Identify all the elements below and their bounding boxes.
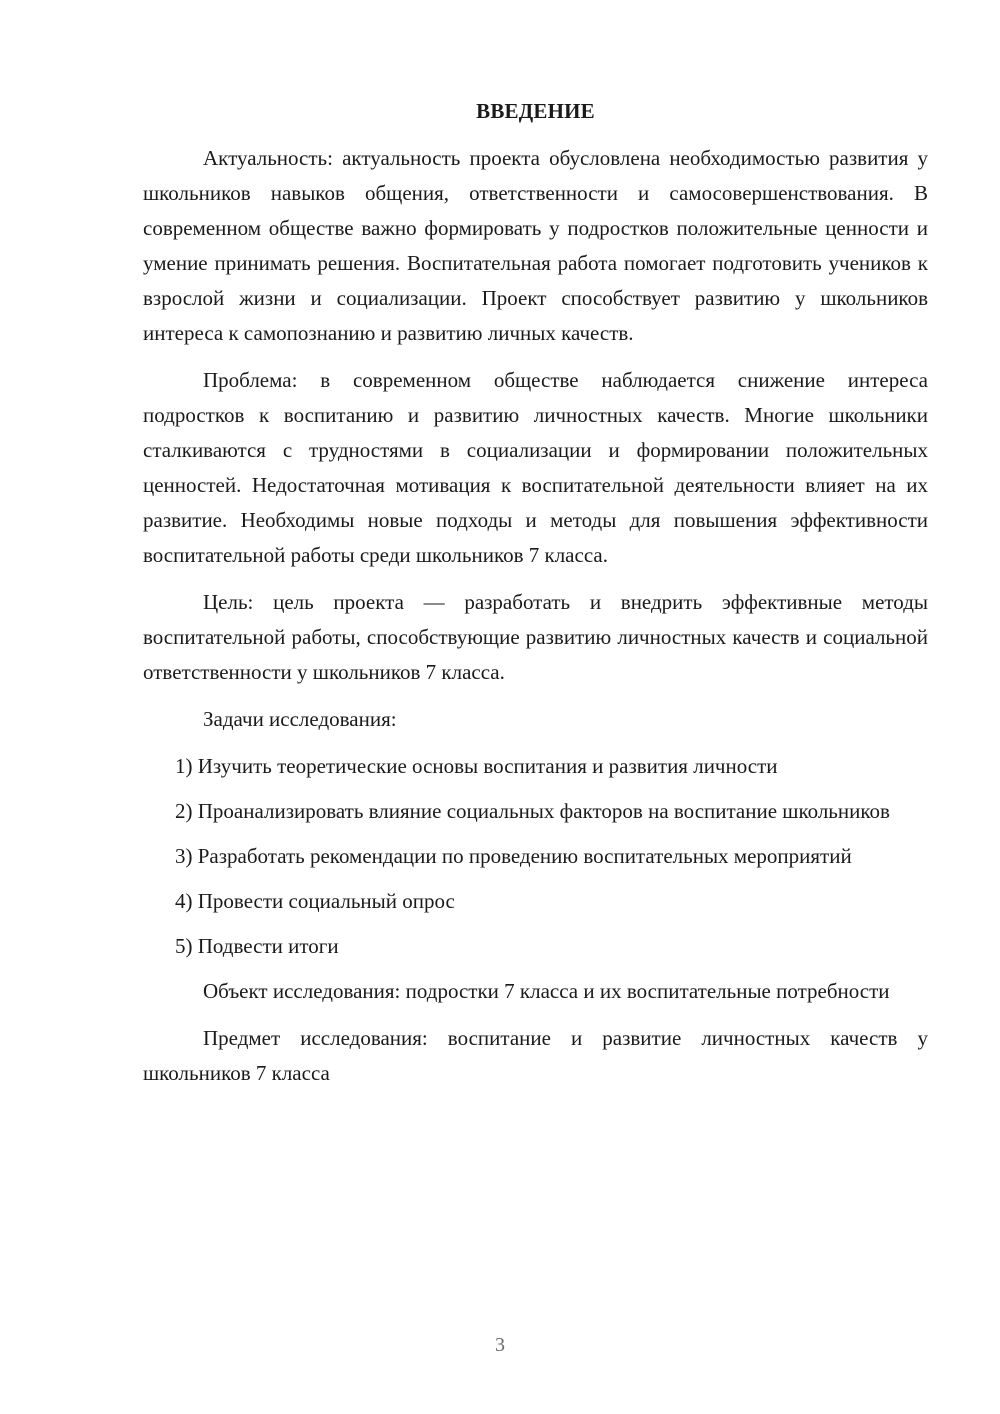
task-item: 1) Изучить теоретические основы воспитания и развития личности: [175, 754, 778, 778]
paragraph-problem: Проблема: в современном обществе наблюдается снижение интереса подростков к воспитанию и развитию личностных качеств. Многие школьники сталкиваются с трудностями в социализации и формировании положительных ценностей. Недостаточная мотивация к воспитательной деятельности влияет на их развитие. Необходимы новые подходы и методы для повышения эффективности воспитательной работы среди школьников 7 класса.: [143, 368, 928, 567]
document-page: [143, 94, 928, 1103]
task-list: [143, 749, 928, 964]
section-title: ВВЕДЕНИЕ: [476, 99, 595, 123]
paragraph-goal: Цель: цель проекта — разработать и внедрить эффективные методы воспитательной работы, способствующие развитию личностных качеств и социальной ответственности у школьников 7 класса.: [143, 590, 928, 684]
paragraph-relevance: Актуальность: актуальность проекта обусловлена необходимостью развития у школьников навыков общения, ответственности и самосовершенствования. В современном обществе важно формировать у подростков положительные ценности и умение принимать решения. Воспитательная работа помогает подготовить учеников к взрослой жизни и социализации. Проект способствует развитию у школьников интереса к самопознанию и развитию личных качеств.: [143, 146, 928, 345]
task-item: 3) Разработать рекомендации по проведению воспитательных мероприятий: [175, 844, 852, 868]
tasks-heading: Задачи исследования:: [203, 707, 397, 731]
page-number: 3: [495, 1334, 505, 1356]
task-item: 5) Подвести итоги: [175, 934, 339, 958]
task-item: 2) Проанализировать влияние социальных факторов на воспитание школьников: [175, 799, 890, 823]
task-item: 4) Провести социальный опрос: [175, 889, 455, 913]
paragraph-subject: Предмет исследования: воспитание и развитие личностных качеств у школьников 7 класса: [143, 1026, 928, 1085]
paragraph-object: Объект исследования: подростки 7 класса и их воспитательные потребности: [203, 979, 890, 1003]
